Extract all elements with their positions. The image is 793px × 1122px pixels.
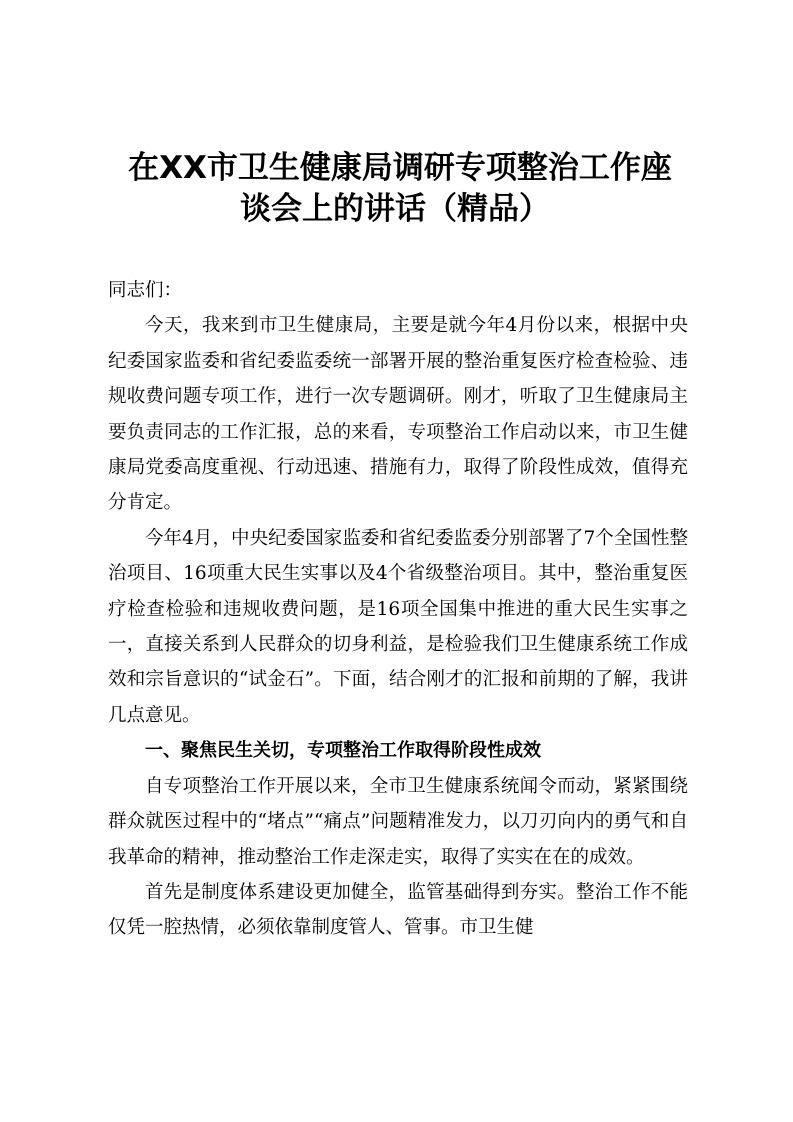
document-body <box>108 273 688 946</box>
section-heading-1: 一、聚焦民生关切，专项整治工作取得阶段性成效 <box>145 740 541 762</box>
title-line-2: 谈会上的讲话（精品） <box>240 191 550 227</box>
title-line-1: 在XX市卫生健康局调研专项整治工作座 <box>128 150 672 186</box>
paragraph-2: 今年4月，中央纪委国家监委和省纪委监委分别部署了7个全国性整治项目、16项重大民生实事以及4个省级整治项目。其中，整治重复医疗检查检验和违规收费问题，是16项全国集中推进的重大民生实事之一，直接关系到人民群众的切身利益，是检验我们卫生健康系统工作成效和宗旨意识的“试金石”。下面，结合刚才的汇报和前期的了解，我讲几点意见。 <box>108 527 688 726</box>
paragraph-4: 首先是制度体系建设更加健全，监管基础得到夯实。整治工作不能仅凭一腔热情，必须依靠制度管人、管事。市卫生健 <box>108 881 688 939</box>
paragraph-3: 自专项整治工作开展以来，全市卫生健康系统闻令而动，紧紧围绕群众就医过程中的“堵点”“痛点”问题精准发力，以刀刃向内的勇气和自我革命的精神，推动整治工作走深走实，取得了实实在在的成效。 <box>108 775 688 868</box>
document-title <box>100 148 700 230</box>
paragraph-1: 今天，我来到市卫生健康局，主要是就今年4月份以来，根据中央纪委国家监委和省纪委监委统一部署开展的整治重复医疗检查检验、违规收费问题专项工作，进行一次专题调研。刚才，听取了卫生健康局主要负责同志的工作汇报，总的来看，专项整治工作启动以来，市卫生健康局党委高度重视、行动迅速、措施有力，取得了阶段性成效，值得充分肯定。 <box>108 315 688 514</box>
salutation: 同志们： <box>108 280 183 301</box>
